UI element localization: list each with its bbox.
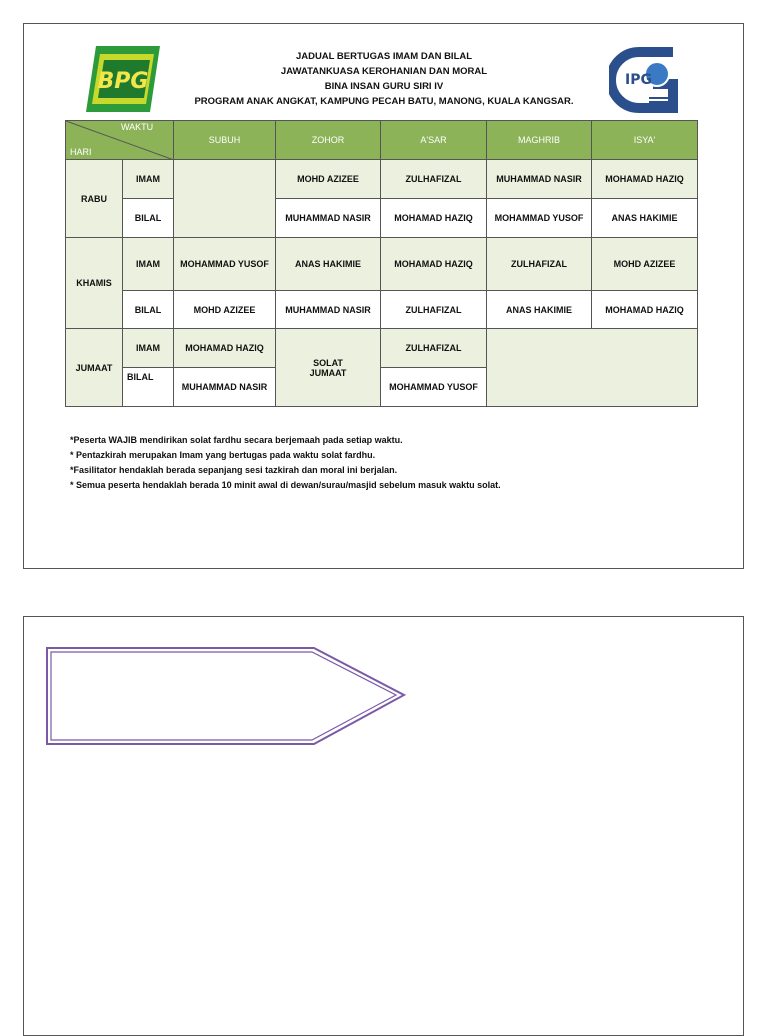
table-row <box>66 291 698 329</box>
cell-jumaat-imam-asar: ZULHAFIZAL <box>381 329 487 368</box>
role-cell-bilal: BILAL <box>123 368 174 407</box>
cell-khamis-bilal-zohor: MUHAMMAD NASIR <box>276 291 381 329</box>
corner-header-cell <box>66 121 174 160</box>
cell-jumaat-solat-jumaat: SOLAT JUMAAT <box>276 329 381 407</box>
cell-rabu-subuh-empty <box>174 160 276 238</box>
role-cell-bilal: BILAL <box>123 291 174 329</box>
corner-label-hari: HARI <box>70 147 92 157</box>
cell-khamis-imam-maghrib: ZULHAFIZAL <box>487 238 592 291</box>
column-header-asar: A'SAR <box>381 121 487 160</box>
ipg-logo-text: IPG <box>625 72 652 88</box>
bpg-logo-text: BPG <box>97 69 149 94</box>
column-header-subuh: SUBUH <box>174 121 276 160</box>
cell-khamis-bilal-maghrib: ANAS HAKIMIE <box>487 291 592 329</box>
header-title: JADUAL BERTUGAS IMAM DAN BILAL <box>295 51 473 62</box>
cell-rabu-imam-asar: ZULHAFIZAL <box>381 160 487 199</box>
cell-khamis-imam-isya: MOHD AZIZEE <box>592 238 698 291</box>
corner-label-waktu: WAKTU <box>121 122 154 132</box>
note-item: * Semua peserta hendaklah berada 10 minit awal di dewan/surau/masjid sebelum masuk waktu solat. <box>70 480 501 490</box>
role-cell-bilal: BILAL <box>123 199 174 238</box>
table-row <box>66 329 698 368</box>
pentagon-arrow-shape <box>46 647 406 747</box>
bpg-logo <box>84 44 162 114</box>
cell-rabu-imam-maghrib: MUHAMMAD NASIR <box>487 160 592 199</box>
table-row <box>66 199 698 238</box>
table-header-row <box>66 121 698 160</box>
header-committee: JAWATANKUASA KEROHANIAN DAN MORAL <box>280 66 488 77</box>
role-cell-imam: IMAM <box>123 238 174 291</box>
page-header <box>184 49 584 109</box>
column-header-isya: ISYA' <box>592 121 698 160</box>
role-cell-imam: IMAM <box>123 160 174 199</box>
note-item: *Peserta WAJIB mendirikan solat fardhu secara berjemaah pada setiap waktu. <box>70 435 403 445</box>
table-row <box>66 160 698 199</box>
cell-khamis-imam-zohor: ANAS HAKIMIE <box>276 238 381 291</box>
cell-jumaat-bilal-asar: MOHAMMAD YUSOF <box>381 368 487 407</box>
cell-khamis-imam-subuh: MOHAMMAD YUSOF <box>174 238 276 291</box>
cell-jumaat-imam-subuh: MOHAMAD HAZIQ <box>174 329 276 368</box>
ipg-logo <box>609 44 679 114</box>
notes-section <box>70 433 710 493</box>
cell-khamis-bilal-asar: ZULHAFIZAL <box>381 291 487 329</box>
cell-rabu-bilal-isya: ANAS HAKIMIE <box>592 199 698 238</box>
note-item: *Fasilitator hendaklah berada sepanjang sesi tazkirah dan moral ini berjalan. <box>70 465 398 475</box>
header-location: PROGRAM ANAK ANGKAT, KAMPUNG PECAH BATU, MANONG, KUALA KANGSAR. <box>194 96 574 107</box>
column-header-maghrib: MAGHRIB <box>487 121 592 160</box>
day-cell-khamis: KHAMIS <box>66 238 123 329</box>
cell-rabu-imam-isya: MOHAMAD HAZIQ <box>592 160 698 199</box>
duty-schedule-table <box>65 120 698 407</box>
cell-khamis-bilal-isya: MOHAMAD HAZIQ <box>592 291 698 329</box>
note-item: * Pentazkirah merupakan Imam yang bertugas pada waktu solat fardhu. <box>70 450 376 460</box>
day-cell-jumaat: JUMAAT <box>66 329 123 407</box>
table-row <box>66 238 698 291</box>
column-header-zohor: ZOHOR <box>276 121 381 160</box>
cell-khamis-imam-asar: MOHAMAD HAZIQ <box>381 238 487 291</box>
cell-rabu-imam-zohor: MOHD AZIZEE <box>276 160 381 199</box>
second-page <box>23 616 744 1036</box>
cell-rabu-bilal-asar: MOHAMAD HAZIQ <box>381 199 487 238</box>
cell-jumaat-bilal-subuh: MUHAMMAD NASIR <box>174 368 276 407</box>
role-cell-imam: IMAM <box>123 329 174 368</box>
header-program-series: BINA INSAN GURU SIRI IV <box>324 81 444 92</box>
day-cell-rabu: RABU <box>66 160 123 238</box>
cell-jumaat-empty <box>487 329 698 407</box>
cell-khamis-bilal-subuh: MOHD AZIZEE <box>174 291 276 329</box>
cell-rabu-bilal-zohor: MUHAMMAD NASIR <box>276 199 381 238</box>
schedule-page <box>23 23 744 569</box>
cell-rabu-bilal-maghrib: MOHAMMAD YUSOF <box>487 199 592 238</box>
